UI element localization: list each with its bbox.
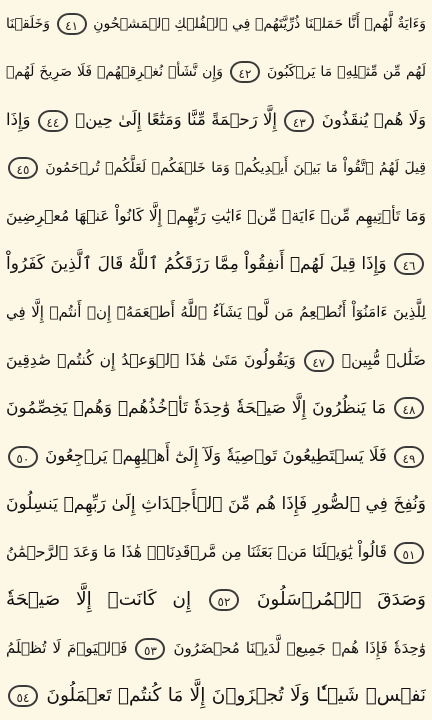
- ayah-number-marker: ٤٦: [394, 253, 424, 275]
- verse-line: [6, 432, 426, 480]
- verse-line: [6, 528, 426, 576]
- verse-text: وَٰحِدَةٗ فَإِذَا هُمۡ جَمِيعٞ لَّدَيۡنَا مُحۡضَرُونَ: [173, 639, 426, 657]
- ayah-number-marker: ٤٤: [38, 110, 68, 132]
- ayah-number-marker: ٥٣: [135, 638, 165, 660]
- verse-line: [6, 336, 426, 384]
- verse-line: [6, 480, 426, 528]
- verse-text: وَلَا هُمۡ يُنقَذُونَ: [321, 110, 426, 129]
- verse-line: [6, 144, 426, 192]
- ayah-number-marker: ٤١: [57, 13, 87, 35]
- verse-text: وَيَقُولُونَ مَتَىٰ هَٰذَا ٱلۡوَعۡدُ إِن كُنتُمۡ صَٰدِقِينَ: [6, 351, 296, 369]
- ayah-number-marker: ٥١: [394, 542, 424, 564]
- verse-line: [6, 624, 426, 672]
- verse-line: [6, 576, 426, 624]
- verse-text: لِلَّذِينَ ءَامَنُوٓاْ أَنُطۡعِمُ مَن لَّوۡ يَشَآءُ ٱللَّهُ أَطۡعَمَهُۥٓ إِنۡ أَنتُمۡ إِلَّا فِي: [6, 303, 426, 321]
- verse-text: وَءَايَةٌ لَّهُمۡ أَنَّا حَمَلۡنَا ذُرِّيَّتَهُمۡ فِي ٱلۡفُلۡكِ ٱلۡمَشۡحُونِ: [93, 16, 426, 32]
- ayah-number-marker: ٥٢: [209, 589, 239, 611]
- verse-line: [6, 192, 426, 240]
- verse-text: وَإِذَا: [6, 110, 31, 129]
- ayah-number-marker: ٥٤: [8, 685, 38, 707]
- ayah-number-marker: ٤٧: [304, 350, 334, 372]
- ayah-number-marker: ٤٨: [394, 397, 424, 419]
- ayah-number-marker: ٤٩: [394, 446, 424, 468]
- verse-text: وَإِذَا قِيلَ لَهُمۡ أَنفِقُواْ مِمَّا رَزَقَكُمُ ٱللَّهُ قَالَ ٱلَّذِينَ كَفَرُواْ: [6, 254, 387, 274]
- verse-text: مَا يَنظُرُونَ إِلَّا صَيۡحَةٗ وَٰحِدَةٗ تَأۡخُذُهُمۡ وَهُمۡ يَخِصِّمُونَ: [6, 398, 387, 418]
- verse-text: وَمَا تَأۡتِيهِم مِّنۡ ءَايَةٖ مِّنۡ ءَايَٰتِ رَبِّهِمۡ إِلَّا كَانُواْ عَنۡهَا مُعۡرِضِينَ: [6, 207, 426, 225]
- verse-text: قَالُواْ يَٰوَيۡلَنَا مَنۢ بَعَثَنَا مِن مَّرۡقَدِنَاۜۗ هَٰذَا مَا وَعَدَ ٱلرَّحۡمَٰنُ: [6, 543, 387, 561]
- verse-text: وَإِن نَّشَأۡ نُغۡرِقۡهُمۡ فَلَا صَرِيخَ لَهُمۡ: [6, 64, 223, 80]
- verse-line: [6, 288, 426, 336]
- verse-line: [6, 240, 426, 288]
- ayah-number-marker: ٤٣: [284, 110, 314, 132]
- verse-text: إِن كَانَتۡ إِلَّا صَيۡحَةٗ: [6, 589, 192, 610]
- ayah-number-marker: ٤٢: [230, 61, 260, 83]
- verse-line: [6, 672, 426, 720]
- verse-text: لَهُم مِّن مِّثۡلِهِۦ مَا يَرۡكَبُونَ: [267, 64, 426, 80]
- verse-line: [6, 0, 426, 48]
- ayah-number-marker: ٥٠: [8, 446, 38, 468]
- verse-line: [6, 48, 426, 96]
- verse-text: ضَلَٰلٖ مُّبِينٖ: [341, 351, 426, 369]
- verse-text: فَلَا يَسۡتَطِيعُونَ تَوۡصِيَةٗ وَلَآ إِلَىٰٓ أَهۡلِهِمۡ يَرۡجِعُونَ: [45, 446, 387, 465]
- verse-text: فَٱلۡيَوۡمَ لَا تُظۡلَمُ: [6, 639, 128, 657]
- verse-text: إِلَّا رَحۡمَةً مِّنَّا وَمَتَٰعًا إِلَىٰ حِينٖ: [75, 110, 277, 129]
- verse-text: وَخَلَقۡنَا: [6, 16, 51, 32]
- verse-text: قِيلَ لَهُمُ ٱتَّقُواْ مَا بَيۡنَ أَيۡدِيكُمۡ وَمَا خَلۡفَكُمۡ لَعَلَّكُمۡ تُرۡحَمُونَ: [45, 160, 426, 176]
- verse-line: [6, 384, 426, 432]
- verse-text: نَفۡسٞ شَيۡـٔٗا وَلَا تُجۡزَوۡنَ إِلَّا مَا كُنتُمۡ تَعۡمَلُونَ: [46, 685, 426, 706]
- verse-line: [6, 96, 426, 144]
- verse-text: وَصَدَقَ ٱلۡمُرۡسَلُونَ: [256, 589, 426, 610]
- verse-text: وَنُفِخَ فِي ٱلصُّورِ فَإِذَا هُم مِّنَ ٱلۡأَجۡدَاثِ إِلَىٰ رَبِّهِمۡ يَنسِلُونَ: [6, 494, 426, 514]
- ayah-number-marker: ٤٥: [8, 157, 38, 179]
